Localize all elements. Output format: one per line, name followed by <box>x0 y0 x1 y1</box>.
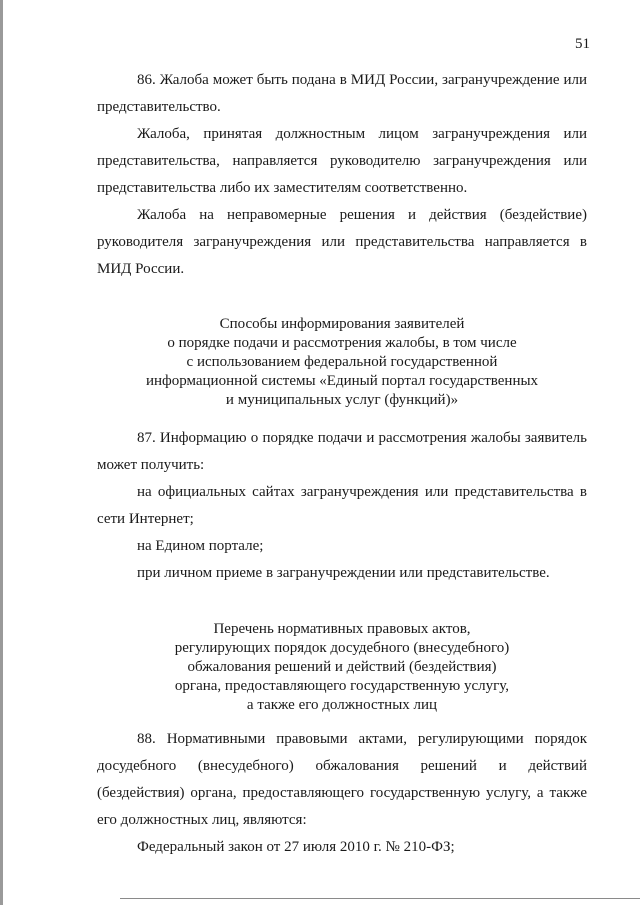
paragraph-87-personal-visit: при личном приеме в загранучреждении или представительстве. <box>137 565 550 581</box>
paragraph-86-complaint-to-head: Жалоба, принятая должностным лицом загранучреждения или представительства, направляется руководителю загранучреждения или представительства либо их заместителям соответственно. <box>97 126 587 196</box>
scan-left-edge <box>0 0 3 905</box>
paragraph-86: 86. Жалоба может быть подана в МИД России, загранучреждение или представительство. <box>97 72 587 115</box>
heading-line: и муниципальных услуг (функций)» <box>225 392 459 408</box>
paragraph-87: 87. Информацию о порядке подачи и рассмотрения жалобы заявитель может получить: <box>97 430 587 473</box>
page-number: 51 <box>575 36 590 52</box>
paragraph-87-websites: на официальных сайтах загранучреждения или представительства в сети Интернет; <box>97 484 587 527</box>
section-legal-acts-list <box>97 726 587 861</box>
heading-informing-methods <box>97 315 587 410</box>
heading-line: органа, предоставляющего государственную услугу, <box>174 678 510 694</box>
heading-line: с использованием федеральной государственной <box>186 354 498 370</box>
paragraph-87-portal: на Едином портале; <box>137 538 264 554</box>
heading-line: а также его должностных лиц <box>246 697 438 713</box>
section-information-sources <box>97 425 587 587</box>
scan-bottom-line <box>120 898 640 899</box>
heading-line: регулирующих порядок досудебного (внесудебного) <box>174 640 510 656</box>
heading-line: Перечень нормативных правовых актов, <box>213 621 471 637</box>
heading-line: обжалования решений и действий (бездействия) <box>187 659 497 675</box>
heading-line: информационной системы «Единый портал государственных <box>145 373 539 389</box>
paragraph-88-federal-law: Федеральный закон от 27 июля 2010 г. № 210-ФЗ; <box>137 839 455 855</box>
heading-line: о порядке подачи и рассмотрения жалобы, в том числе <box>167 335 517 351</box>
paragraph-88: 88. Нормативными правовыми актами, регулирующими порядок досудебного (внесудебного) обжалования решений и действий (бездействия) органа, предоставляющего государственную услугу, а также его должностных лиц, являются: <box>97 731 587 828</box>
heading-legal-acts <box>97 620 587 715</box>
paragraph-86-complaint-to-ministry: Жалоба на неправомерные решения и действия (бездействие) руководителя загранучреждения или представительства направляется в МИД России. <box>97 207 587 277</box>
heading-line: Способы информирования заявителей <box>219 316 465 332</box>
section-complaint-filing <box>97 67 587 283</box>
